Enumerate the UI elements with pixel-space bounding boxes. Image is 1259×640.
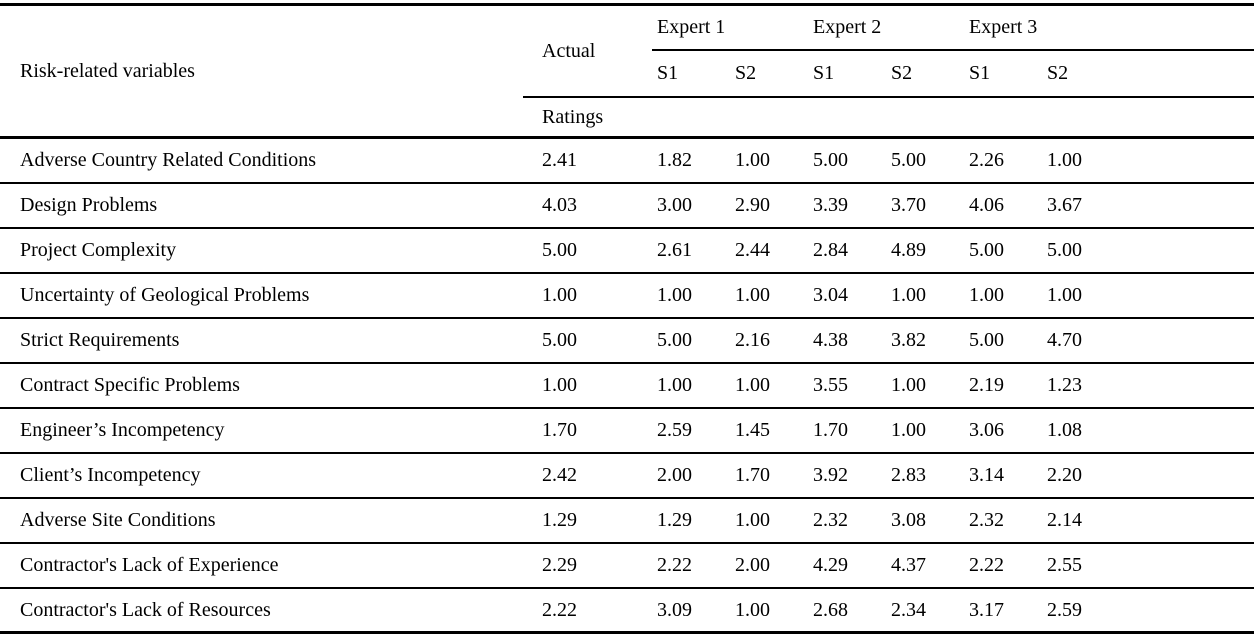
rating-cell: 1.29 (652, 498, 730, 543)
rating-cell: 2.00 (652, 453, 730, 498)
rating-cell: 3.39 (808, 183, 886, 228)
rating-cell: 2.59 (652, 408, 730, 453)
column-group-expert-3: Expert 3 (964, 5, 1254, 50)
rating-cell: 2.90 (730, 183, 808, 228)
rating-cell: 2.55 (1042, 543, 1254, 588)
rating-cell: 1.00 (964, 273, 1042, 318)
rating-cell: 3.06 (964, 408, 1042, 453)
rating-cell: 3.08 (886, 498, 964, 543)
rating-cell: 2.84 (808, 228, 886, 273)
column-header-risk-variables: Risk-related variables (0, 5, 523, 138)
column-group-expert-1: Expert 1 (652, 5, 808, 50)
column-header-actual: Actual (523, 5, 652, 97)
rating-cell: 2.20 (1042, 453, 1254, 498)
rating-cell: 1.23 (1042, 363, 1254, 408)
rating-cell: 5.00 (964, 318, 1042, 363)
variable-cell: Engineer’s Incompetency (0, 408, 523, 453)
rating-cell: 1.70 (808, 408, 886, 453)
subcolumn-header-expert1-s1: S1 (652, 50, 730, 97)
rating-cell: 5.00 (1042, 228, 1254, 273)
rating-cell: 2.61 (652, 228, 730, 273)
rating-cell: 2.68 (808, 588, 886, 633)
rating-cell: 2.42 (523, 453, 652, 498)
table-row (0, 273, 1254, 318)
subcolumn-header-expert3-s1: S1 (964, 50, 1042, 97)
rating-cell: 2.22 (964, 543, 1042, 588)
rating-cell: 1.00 (1042, 138, 1254, 183)
table-row (0, 453, 1254, 498)
rating-cell: 1.00 (886, 273, 964, 318)
rating-cell: 2.59 (1042, 588, 1254, 633)
table-row (0, 408, 1254, 453)
rating-cell: 3.17 (964, 588, 1042, 633)
rating-cell: 4.37 (886, 543, 964, 588)
rating-cell: 3.00 (652, 183, 730, 228)
rating-cell: 2.29 (523, 543, 652, 588)
column-group-expert-2: Expert 2 (808, 5, 964, 50)
rating-cell: 4.38 (808, 318, 886, 363)
rating-cell: 1.00 (652, 273, 730, 318)
rating-cell: 2.22 (523, 588, 652, 633)
rating-cell: 2.41 (523, 138, 652, 183)
rating-cell: 1.29 (523, 498, 652, 543)
rating-cell: 5.00 (652, 318, 730, 363)
table-row (0, 318, 1254, 363)
rating-cell: 2.83 (886, 453, 964, 498)
rating-cell: 1.00 (523, 273, 652, 318)
table-row (0, 363, 1254, 408)
variable-cell: Strict Requirements (0, 318, 523, 363)
rating-cell: 3.70 (886, 183, 964, 228)
subcolumn-header-expert3-s2: S2 (1042, 50, 1254, 97)
rating-cell: 2.19 (964, 363, 1042, 408)
rating-cell: 2.22 (652, 543, 730, 588)
table-row (0, 183, 1254, 228)
table-row (0, 138, 1254, 183)
rating-cell: 2.32 (808, 498, 886, 543)
rating-cell: 5.00 (523, 318, 652, 363)
rating-cell: 1.00 (730, 363, 808, 408)
variable-cell: Uncertainty of Geological Problems (0, 273, 523, 318)
rating-cell: 3.14 (964, 453, 1042, 498)
rating-cell: 5.00 (964, 228, 1042, 273)
rating-cell: 1.00 (1042, 273, 1254, 318)
rating-cell: 2.44 (730, 228, 808, 273)
rating-cell: 1.70 (523, 408, 652, 453)
table-row (0, 588, 1254, 633)
rating-cell: 3.09 (652, 588, 730, 633)
variable-cell: Contract Specific Problems (0, 363, 523, 408)
subcolumn-header-expert1-s2: S2 (730, 50, 808, 97)
rating-cell: 4.03 (523, 183, 652, 228)
table-row (0, 543, 1254, 588)
subcolumn-header-expert2-s2: S2 (886, 50, 964, 97)
risk-ratings-table (0, 3, 1254, 634)
rating-cell: 3.82 (886, 318, 964, 363)
rating-cell: 2.26 (964, 138, 1042, 183)
rating-cell: 3.92 (808, 453, 886, 498)
variable-cell: Adverse Country Related Conditions (0, 138, 523, 183)
variable-cell: Contractor's Lack of Experience (0, 543, 523, 588)
rating-cell: 2.14 (1042, 498, 1254, 543)
rating-cell: 1.00 (730, 273, 808, 318)
rating-cell: 1.00 (730, 138, 808, 183)
rating-cell: 1.00 (523, 363, 652, 408)
rating-cell: 1.00 (730, 588, 808, 633)
table-row (0, 498, 1254, 543)
rating-cell: 1.08 (1042, 408, 1254, 453)
rating-cell: 5.00 (808, 138, 886, 183)
rating-cell: 1.00 (886, 408, 964, 453)
rating-cell: 4.70 (1042, 318, 1254, 363)
variable-cell: Project Complexity (0, 228, 523, 273)
rating-cell: 1.82 (652, 138, 730, 183)
rating-cell: 4.06 (964, 183, 1042, 228)
rating-cell: 2.00 (730, 543, 808, 588)
table-row (0, 228, 1254, 273)
rating-cell: 1.70 (730, 453, 808, 498)
rating-cell: 5.00 (523, 228, 652, 273)
rating-cell: 4.29 (808, 543, 886, 588)
rating-cell: 3.04 (808, 273, 886, 318)
rating-cell: 2.32 (964, 498, 1042, 543)
rating-cell: 2.16 (730, 318, 808, 363)
variable-cell: Adverse Site Conditions (0, 498, 523, 543)
ratings-label: Ratings (523, 97, 1254, 138)
variable-cell: Design Problems (0, 183, 523, 228)
header-row-top (0, 5, 1254, 50)
rating-cell: 5.00 (886, 138, 964, 183)
rating-cell: 1.45 (730, 408, 808, 453)
variable-cell: Client’s Incompetency (0, 453, 523, 498)
rating-cell: 2.34 (886, 588, 964, 633)
variable-cell: Contractor's Lack of Resources (0, 588, 523, 633)
rating-cell: 1.00 (652, 363, 730, 408)
rating-cell: 3.55 (808, 363, 886, 408)
subcolumn-header-expert2-s1: S1 (808, 50, 886, 97)
rating-cell: 1.00 (730, 498, 808, 543)
rating-cell: 4.89 (886, 228, 964, 273)
rating-cell: 1.00 (886, 363, 964, 408)
rating-cell: 3.67 (1042, 183, 1254, 228)
